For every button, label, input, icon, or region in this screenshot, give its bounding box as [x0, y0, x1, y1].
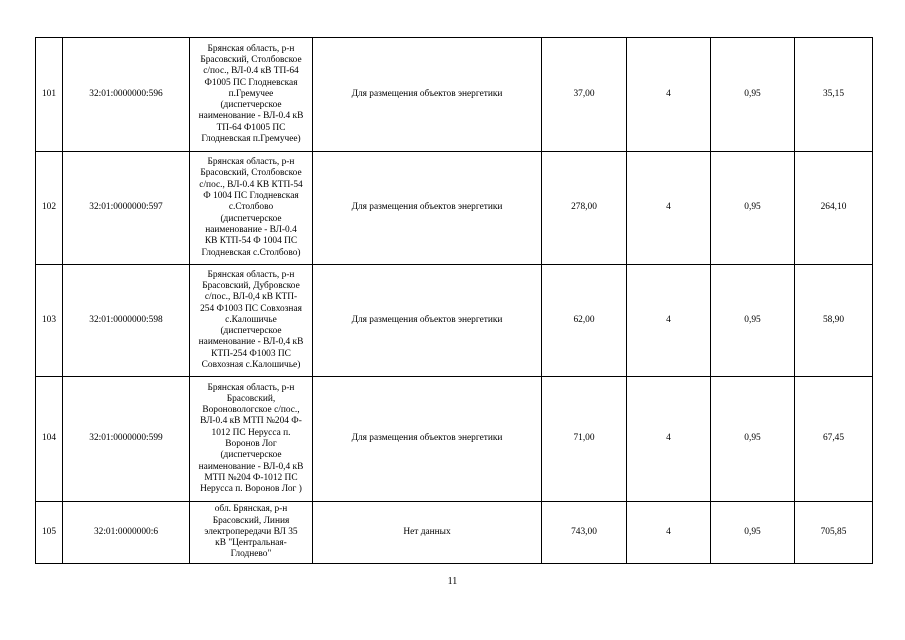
table-row: [36, 265, 873, 377]
cadastral-number: 32:01:0000000:598: [63, 265, 190, 377]
location-address: Брянская область, р-н Брасовский, Дубровское с/пос., ВЛ-0,4 кВ КТП- 254 Ф1003 ПС Совхозная с.Калошичье (диспетчерское наименование - ВЛ-0,4 кВ КТП-254 Ф1003 ПС Совхозная с.Калошичье): [190, 265, 313, 377]
table-row: [36, 377, 873, 502]
row-number: 101: [36, 38, 63, 152]
page-number: 11: [447, 576, 458, 587]
column-6-value: 4: [627, 377, 711, 502]
land-plots-table: [35, 37, 873, 564]
cadastral-number: 32:01:0000000:599: [63, 377, 190, 502]
area-value: 62,00: [542, 265, 627, 377]
location-address: обл. Брянская, р-н Брасовский, Линия электропередачи ВЛ 35 кВ "Центральная- Глоднево": [190, 502, 313, 564]
column-6-value: 4: [627, 38, 711, 152]
area-value: 37,00: [542, 38, 627, 152]
table-row: [36, 502, 873, 564]
cadastral-number: 32:01:0000000:596: [63, 38, 190, 152]
coefficient-value: 0,95: [711, 265, 795, 377]
area-value: 278,00: [542, 152, 627, 265]
purpose: Для размещения объектов энергетики: [313, 377, 542, 502]
row-number: 105: [36, 502, 63, 564]
area-value: 743,00: [542, 502, 627, 564]
location-address: Брянская область, р-н Брасовский, Столбовское с/пос., ВЛ-0.4 КВ КТП-54 Ф 1004 ПС Глодневская с.Столбово (диспетчерское наименование - ВЛ-0.4 КВ КТП-54 Ф 1004 ПС Глодневская с.Столбово): [190, 152, 313, 265]
row-number: 104: [36, 377, 63, 502]
purpose: Для размещения объектов энергетики: [313, 265, 542, 377]
coefficient-value: 0,95: [711, 377, 795, 502]
cadastral-number: 32:01:0000000:597: [63, 152, 190, 265]
location-address: Брянская область, р-н Брасовский, Вороновологское с/пос., ВЛ-0.4 кВ МТП №204 Ф- 1012 ПС Нерусса п. Воронов Лог (диспетчерское наименование - ВЛ-0,4 кВ МТП №204 Ф-1012 ПС Нерусса п. Воронов Лог ): [190, 377, 313, 502]
column-6-value: 4: [627, 502, 711, 564]
column-6-value: 4: [627, 152, 711, 265]
purpose: Нет данных: [313, 502, 542, 564]
column-6-value: 4: [627, 265, 711, 377]
purpose: Для размещения объектов энергетики: [313, 152, 542, 265]
result-value: 705,85: [795, 502, 873, 564]
purpose: Для размещения объектов энергетики: [313, 38, 542, 152]
row-number: 102: [36, 152, 63, 265]
row-number: 103: [36, 265, 63, 377]
result-value: 264,10: [795, 152, 873, 265]
coefficient-value: 0,95: [711, 152, 795, 265]
coefficient-value: 0,95: [711, 38, 795, 152]
table-row: [36, 38, 873, 152]
result-value: 67,45: [795, 377, 873, 502]
cadastral-number: 32:01:0000000:6: [63, 502, 190, 564]
area-value: 71,00: [542, 377, 627, 502]
result-value: 35,15: [795, 38, 873, 152]
coefficient-value: 0,95: [711, 502, 795, 564]
table-row: [36, 152, 873, 265]
result-value: 58,90: [795, 265, 873, 377]
location-address: Брянская область, р-н Брасовский, Столбовское с/пос., ВЛ-0.4 кВ ТП-64 Ф1005 ПС Глодневская п.Гремучее (диспетчерское наименование - ВЛ-0.4 кВ ТП-64 Ф1005 ПС Глодневская п.Гремучее): [190, 38, 313, 152]
